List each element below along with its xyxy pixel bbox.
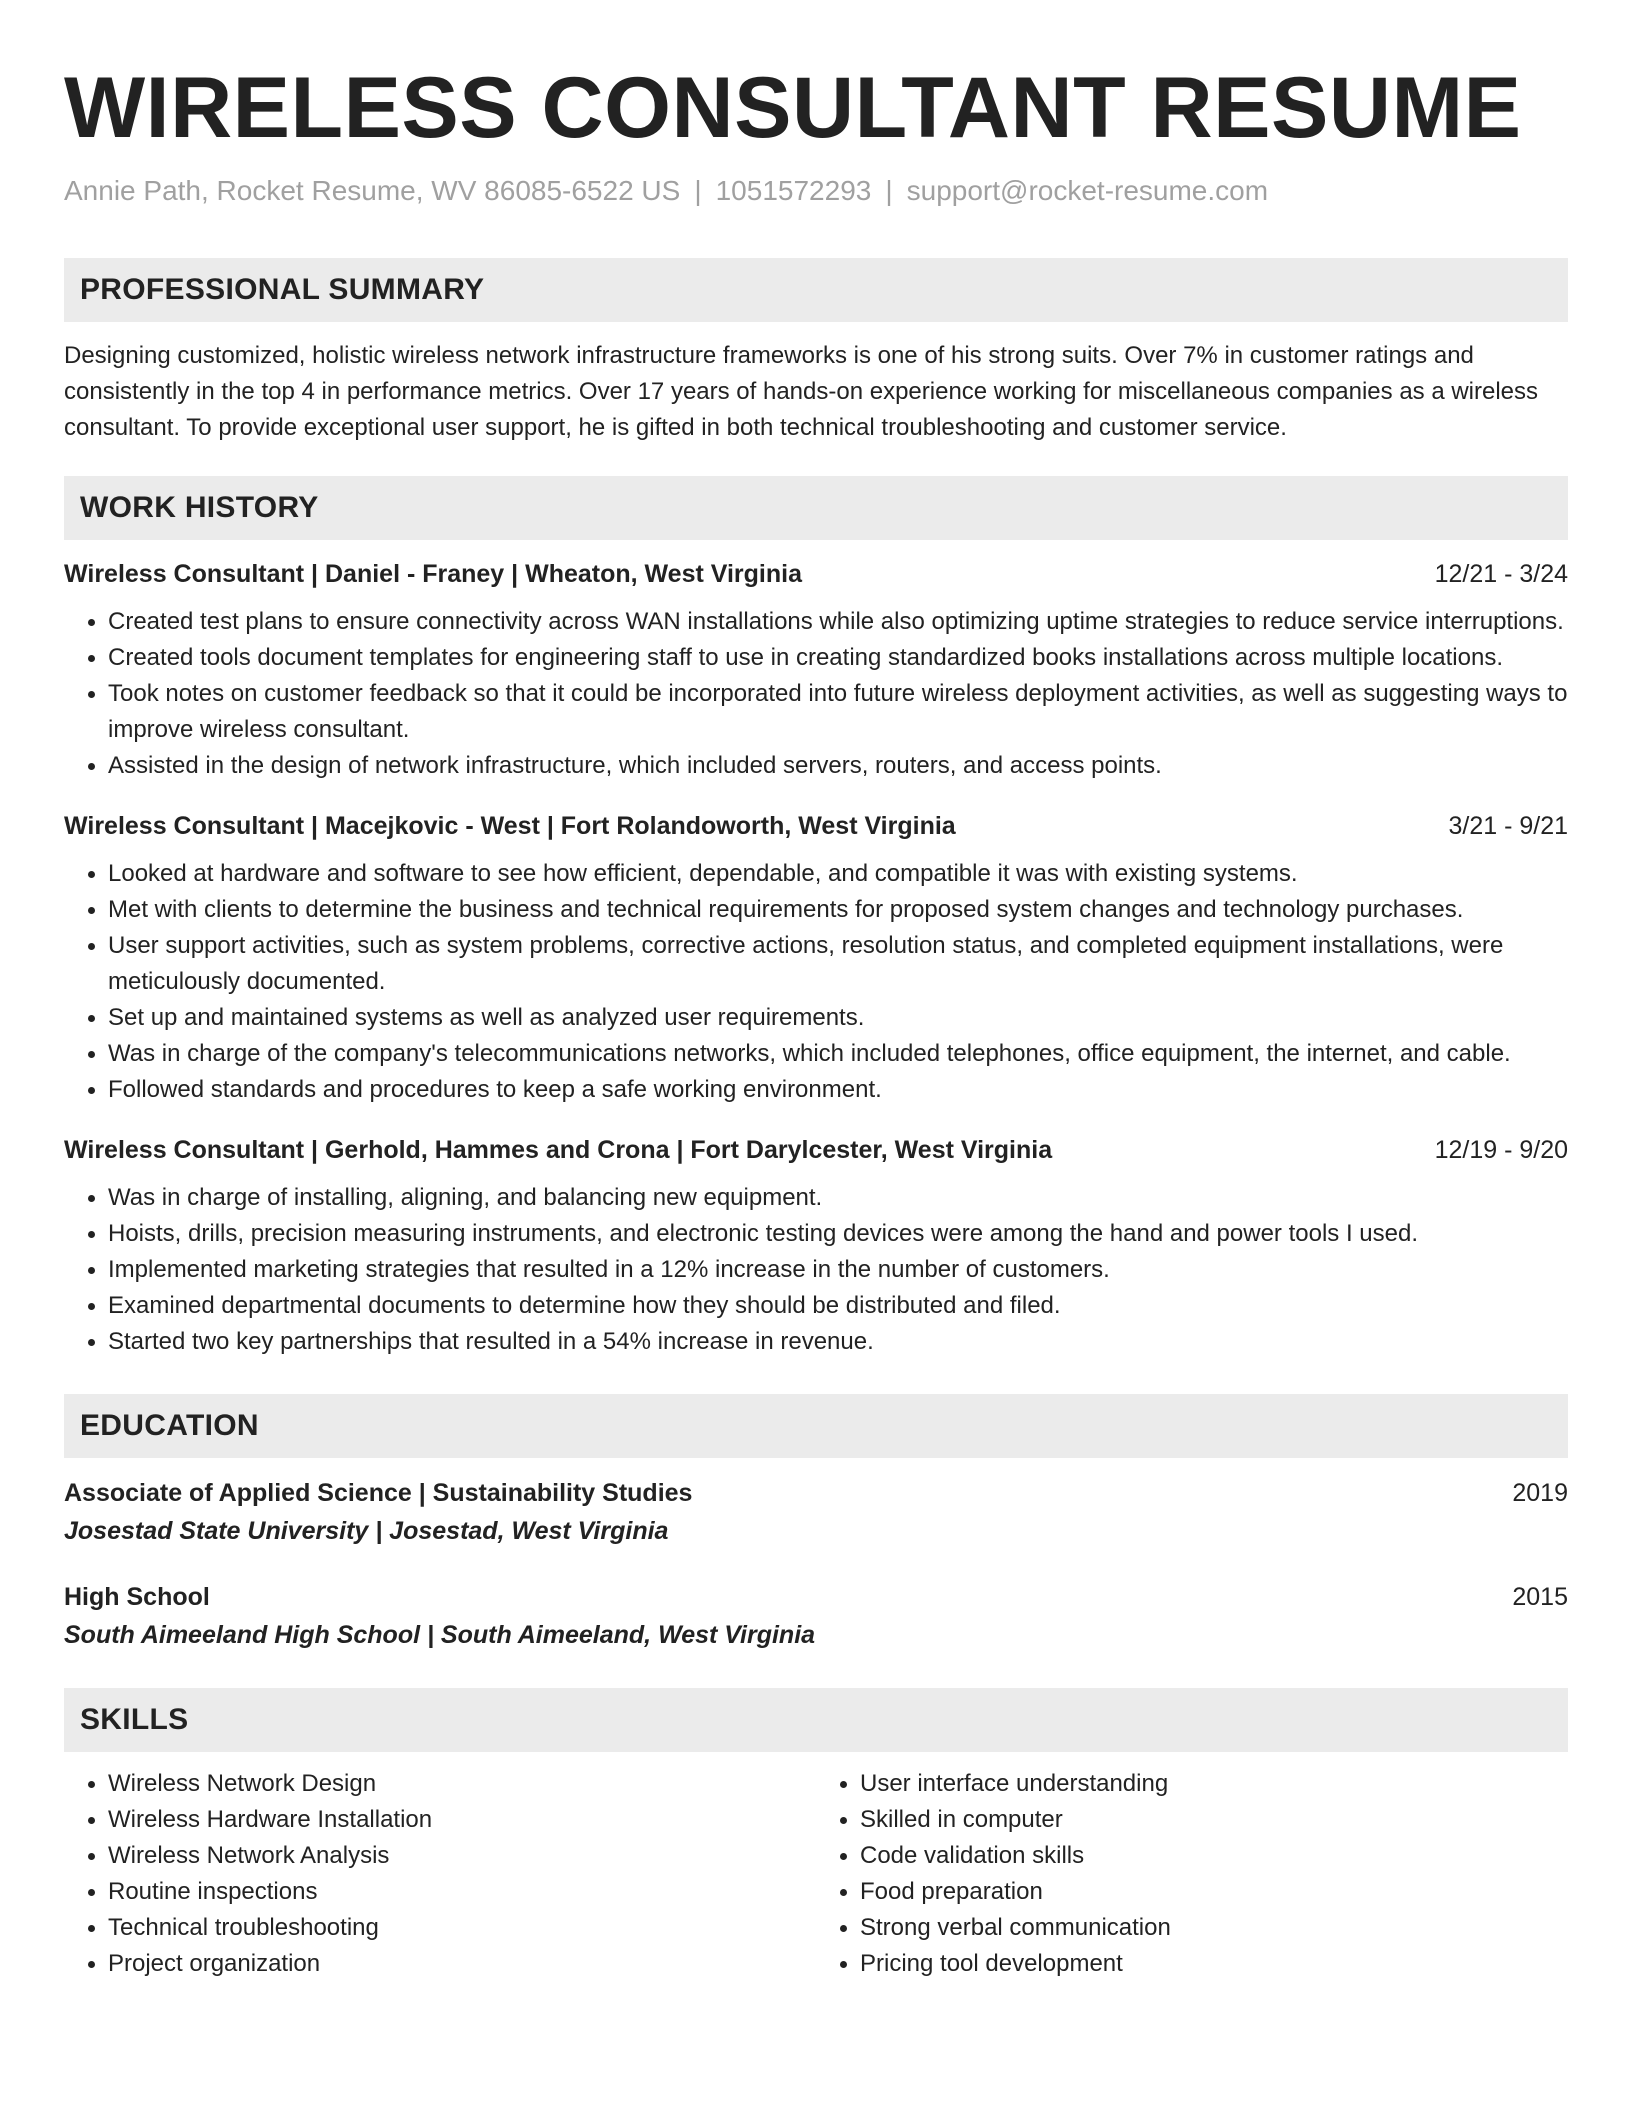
- skill-item: • Code validation skills: [860, 1838, 1568, 1874]
- job-title: Wireless Consultant | Gerhold, Hammes and Crona | Fort Darylcester, West Virginia: [64, 1136, 1053, 1164]
- job-bullet: • Followed standards and procedures to keep a safe working environment.: [108, 1072, 1568, 1108]
- skill-item: • Wireless Hardware Installation: [108, 1802, 816, 1838]
- education-school: Josestad State University | Josestad, West Virginia: [64, 1517, 669, 1545]
- skills-list-left: [64, 1766, 816, 1982]
- education-entry: [64, 1474, 1568, 1550]
- skill-item: • Food preparation: [860, 1874, 1568, 1910]
- job-entry: [64, 556, 1568, 784]
- job-bullet: • Took notes on customer feedback so that it could be incorporated into future wireless deployment activities, as well as suggesting ways to improve wireless consultant.: [108, 676, 1568, 748]
- job-dates: 12/21 - 3/24: [1434, 560, 1568, 588]
- contact-phone: 1051572293: [715, 175, 872, 206]
- job-bullet: • Assisted in the design of network infrastructure, which included servers, routers, and access points.: [108, 748, 1568, 784]
- job-bullet: • Created test plans to ensure connectivity across WAN installations while also optimizing uptime strategies to reduce service interruptions.: [108, 604, 1568, 640]
- contact-separator: |: [885, 175, 893, 206]
- job-bullet: • Was in charge of installing, aligning, and balancing new equipment.: [108, 1180, 1568, 1216]
- job-dates: 12/19 - 9/20: [1434, 1136, 1568, 1164]
- job-bullet-list: [64, 856, 1568, 1108]
- job-bullet: • Met with clients to determine the business and technical requirements for proposed system changes and technology purchases.: [108, 892, 1568, 928]
- summary-text: Designing customized, holistic wireless network infrastructure frameworks is one of his strong suits. Over 7% in customer ratings and consistently in the top 4 in performance metrics. Over 17 years of hands-on experience working for miscellaneous companies as a wireless consultant. To provide exceptional user support, he is gifted in both technical troubleshooting and customer service.: [64, 342, 1539, 441]
- contact-address: Annie Path, Rocket Resume, WV 86085-6522 US: [64, 175, 681, 206]
- contact-line: [64, 174, 1568, 208]
- job-bullet: • Was in charge of the company's telecommunications networks, which included telephones, office equipment, the internet, and cable.: [108, 1036, 1568, 1072]
- section-header-work-history: WORK HISTORY: [64, 476, 1568, 540]
- job-entry: [64, 808, 1568, 1108]
- education-header: [64, 1578, 1568, 1616]
- job-bullet: • Examined departmental documents to determine how they should be distributed and filed.: [108, 1288, 1568, 1324]
- contact-separator: |: [694, 175, 702, 206]
- section-header-education: EDUCATION: [64, 1394, 1568, 1458]
- job-dates: 3/21 - 9/21: [1448, 812, 1568, 840]
- job-bullet-list: [64, 1180, 1568, 1360]
- skill-item: • Project organization: [108, 1946, 816, 1982]
- job-bullet: • Set up and maintained systems as well as analyzed user requirements.: [108, 1000, 1568, 1036]
- job-bullet: • Looked at hardware and software to see how efficient, dependable, and compatible it was with existing systems.: [108, 856, 1568, 892]
- job-bullet: • Started two key partnerships that resulted in a 54% increase in revenue.: [108, 1324, 1568, 1360]
- education-entry: [64, 1578, 1568, 1654]
- job-bullet: • Created tools document templates for engineering staff to use in creating standardized books installations across multiple locations.: [108, 640, 1568, 676]
- education-year: 2019: [1512, 1479, 1568, 1507]
- section-header-summary: PROFESSIONAL SUMMARY: [64, 258, 1568, 322]
- education-header: [64, 1474, 1568, 1512]
- skill-item: • Wireless Network Design: [108, 1766, 816, 1802]
- education-degree: Associate of Applied Science | Sustainability Studies: [64, 1479, 693, 1507]
- skills-list-right: [816, 1766, 1568, 1982]
- job-header: [64, 556, 1568, 592]
- education-degree: High School: [64, 1583, 210, 1611]
- job-title: Wireless Consultant | Macejkovic - West | Fort Rolandoworth, West Virginia: [64, 812, 956, 840]
- education-year: 2015: [1512, 1583, 1568, 1611]
- job-bullet-list: [64, 604, 1568, 784]
- job-header: [64, 808, 1568, 844]
- job-entry: [64, 1132, 1568, 1360]
- job-bullet: • Implemented marketing strategies that resulted in a 12% increase in the number of customers.: [108, 1252, 1568, 1288]
- skill-item: • Routine inspections: [108, 1874, 816, 1910]
- education-school: South Aimeeland High School | South Aimeeland, West Virginia: [64, 1621, 816, 1649]
- skill-item: • Technical troubleshooting: [108, 1910, 816, 1946]
- skill-item: • Pricing tool development: [860, 1946, 1568, 1982]
- skill-item: • Skilled in computer: [860, 1802, 1568, 1838]
- skill-item: • User interface understanding: [860, 1766, 1568, 1802]
- skill-item: • Strong verbal communication: [860, 1910, 1568, 1946]
- contact-email: support@rocket-resume.com: [906, 175, 1269, 206]
- job-header: [64, 1132, 1568, 1168]
- job-bullet: • Hoists, drills, precision measuring instruments, and electronic testing devices were among the hand and power tools I used.: [108, 1216, 1568, 1252]
- skill-item: • Wireless Network Analysis: [108, 1838, 816, 1874]
- job-bullet: • User support activities, such as system problems, corrective actions, resolution status, and completed equipment installations, were meticulously documented.: [108, 928, 1568, 1000]
- resume-title: WIRELESS CONSULTANT RESUME: [64, 60, 1522, 156]
- job-title: Wireless Consultant | Daniel - Franey | Wheaton, West Virginia: [64, 560, 802, 588]
- section-header-skills: SKILLS: [64, 1688, 1568, 1752]
- skills-grid: [64, 1766, 1568, 1982]
